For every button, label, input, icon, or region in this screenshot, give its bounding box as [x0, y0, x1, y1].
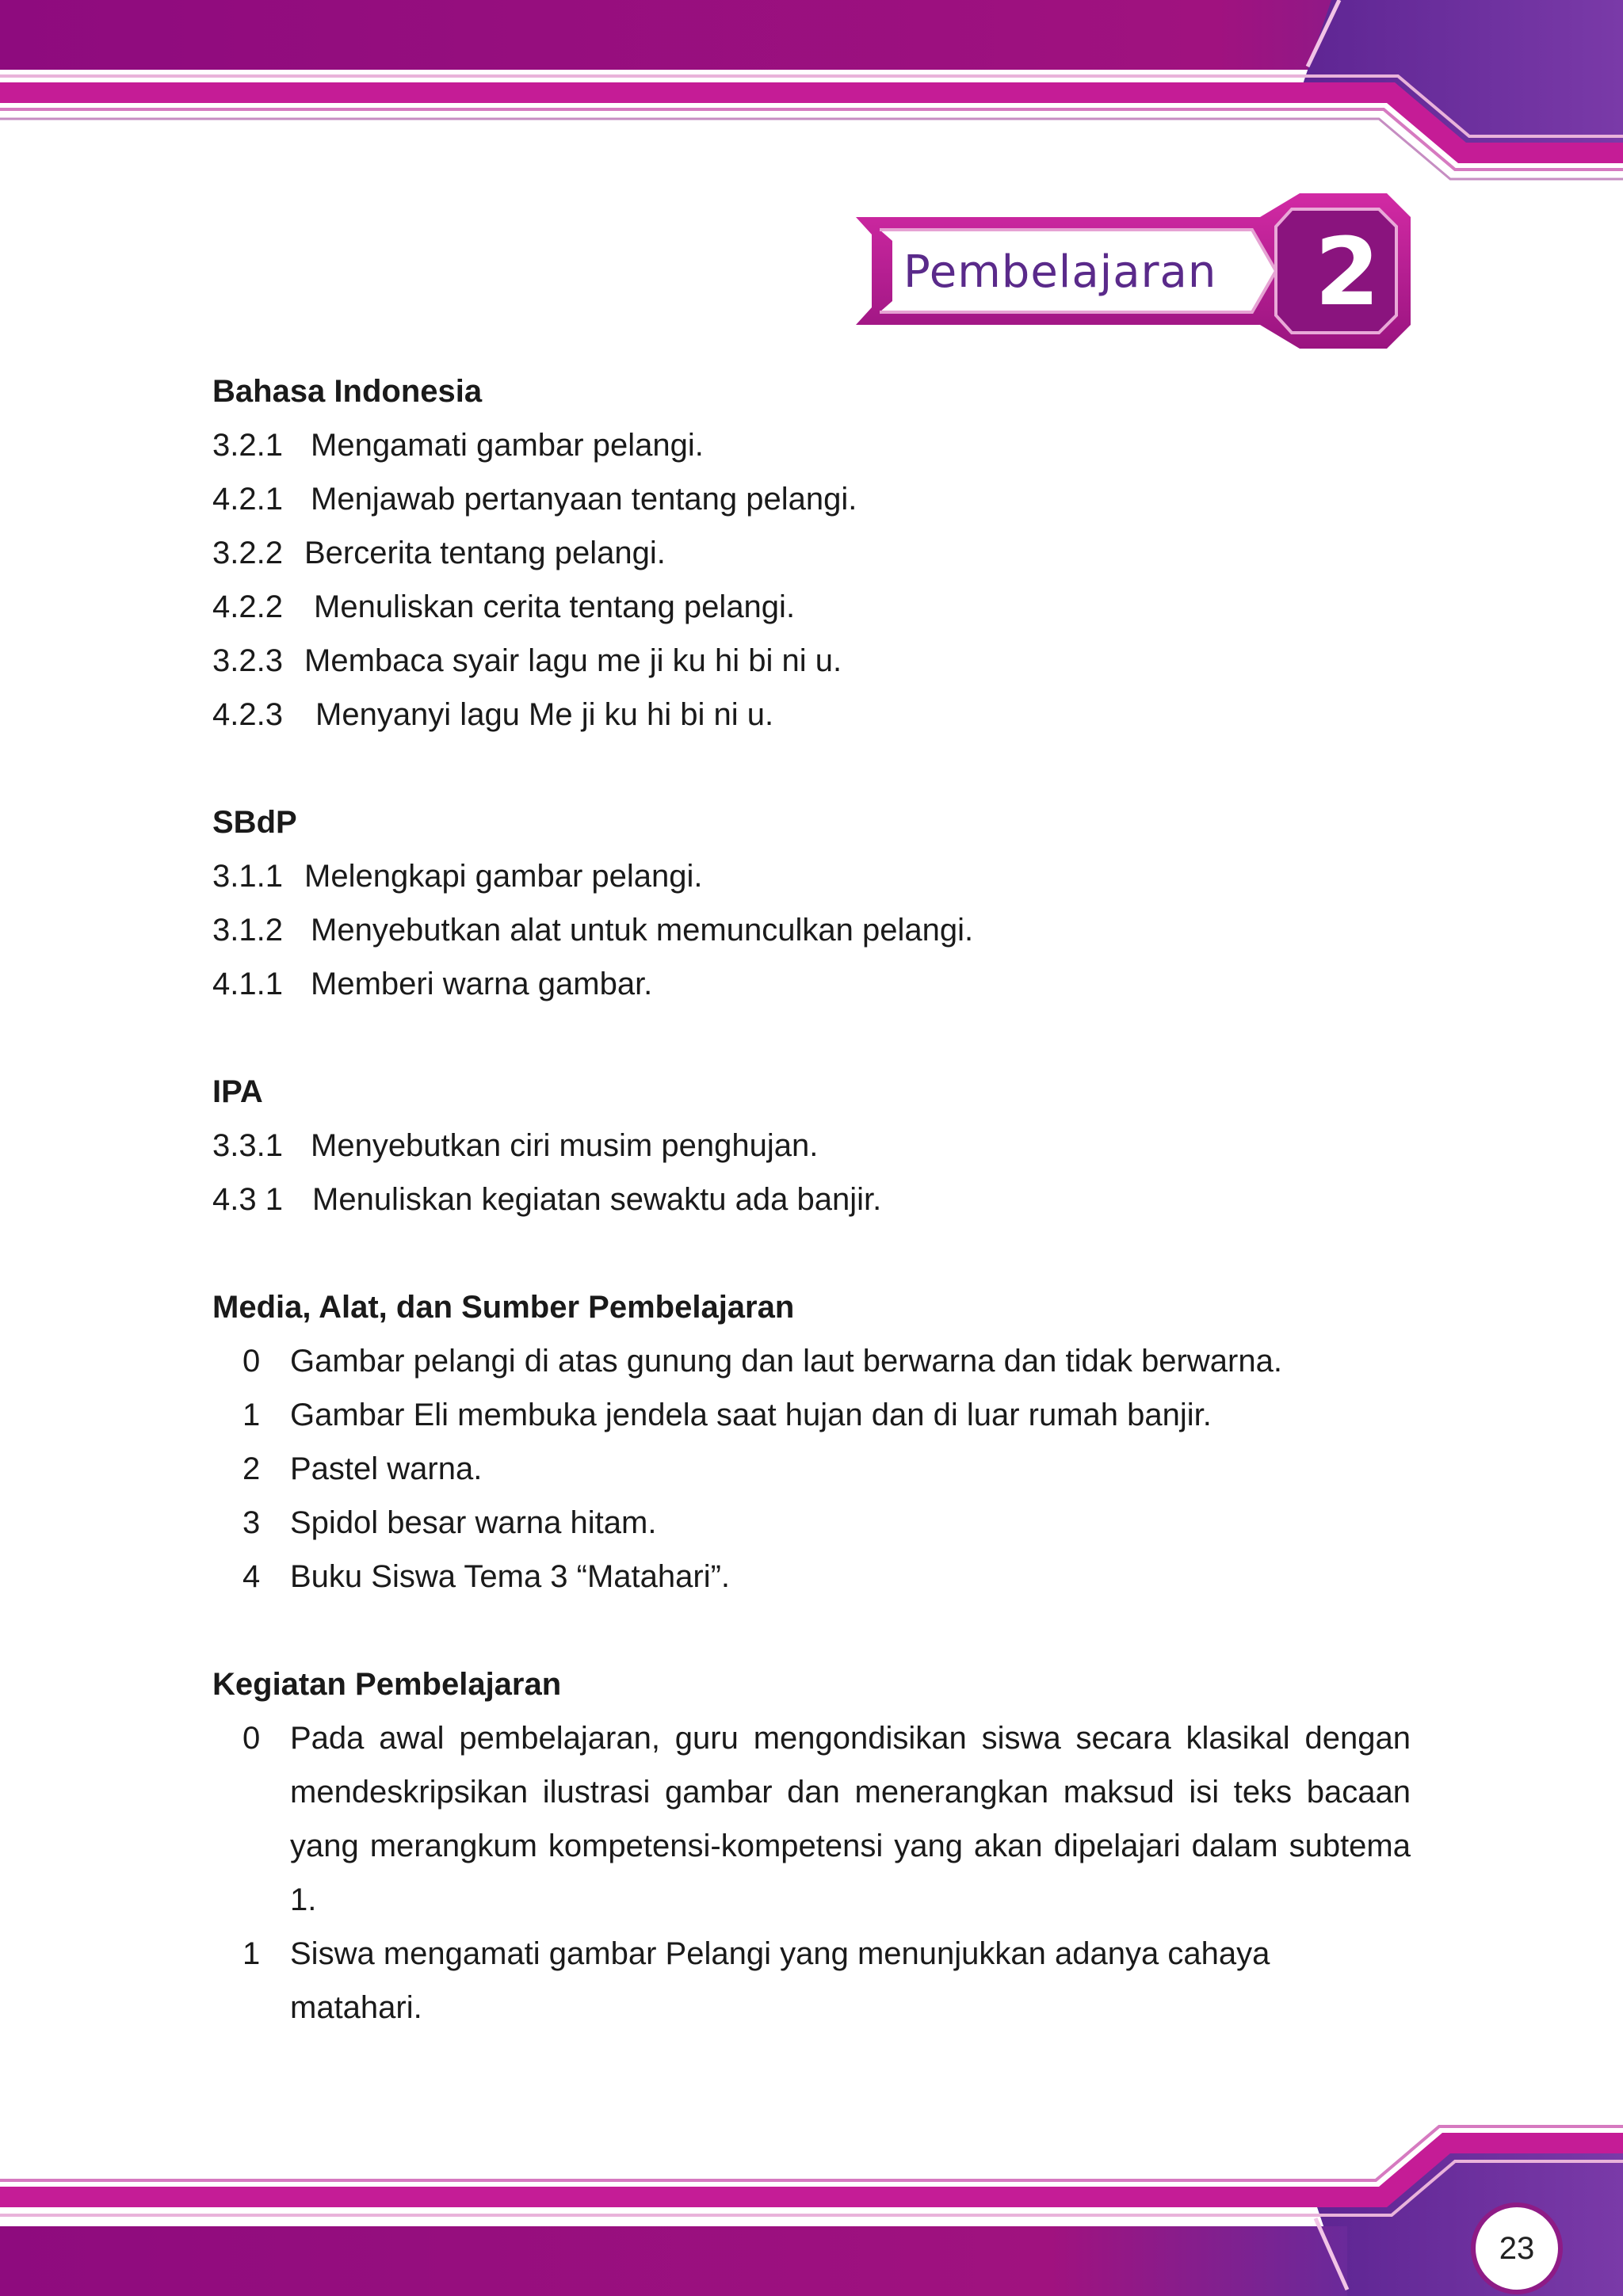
list-item [212, 1334, 1411, 1388]
item-number: 1 [242, 1398, 261, 1432]
section-bahasa-indonesia [212, 364, 1411, 742]
list-item [212, 418, 1411, 472]
item-number: 3 [242, 1505, 261, 1540]
section-ipa [212, 1065, 1411, 1226]
item-text: Menyanyi lagu Me ji ku hi bi ni u. [315, 697, 774, 732]
item-text: Menyebutkan ciri musim penghujan. [311, 1128, 819, 1163]
section-title: Bahasa Indonesia [212, 374, 483, 409]
item-text: Menyebutkan alat untuk memunculkan pelangi. [311, 913, 974, 948]
section-title: SBdP [212, 805, 297, 840]
item-number: 0 [242, 1721, 261, 1756]
list-item [212, 526, 1411, 580]
list-item [212, 1442, 1411, 1496]
item-text: Menuliskan cerita tentang pelangi. [314, 589, 796, 624]
item-text: Pada awal pembelajaran, guru mengondisikan siswa secara klasikal dengan mendeskripsikan ilustrasi gambar dan menerangkan maksud isi teks bacaan yang merangkum kompetensi-kompetensi yang akan dipelajari dalam subtema 1. [290, 1721, 1411, 1917]
item-text: Menjawab pertanyaan tentang pelangi. [311, 482, 857, 517]
item-number: 2 [242, 1451, 261, 1486]
badge-number: 2 [1314, 217, 1381, 326]
list-item [212, 634, 1411, 688]
item-code: 4.3 1 [212, 1182, 283, 1217]
list-item [212, 1711, 1411, 1927]
bottom-decorative-band [0, 2076, 1623, 2296]
item-text: Mengamati gambar pelangi. [311, 428, 704, 463]
section-sbdp [212, 795, 1411, 1011]
page-number-circle [1471, 2203, 1563, 2294]
badge-label: Pembelajaran [903, 246, 1217, 298]
item-code: 4.1.1 [212, 967, 283, 1001]
section-media [212, 1280, 1411, 1604]
item-number: 1 [242, 1936, 261, 1971]
item-code: 3.2.1 [212, 428, 283, 463]
item-code: 3.1.2 [212, 913, 283, 948]
list-item [212, 688, 1411, 742]
list-item [212, 903, 1411, 957]
list-item [212, 580, 1411, 634]
item-code: 4.2.2 [212, 589, 283, 624]
item-text: Pastel warna. [290, 1451, 483, 1486]
list-item [212, 1119, 1411, 1173]
item-text: Bercerita tentang pelangi. [304, 536, 666, 570]
item-code: 3.2.2 [212, 536, 283, 570]
item-number: 4 [242, 1559, 261, 1594]
list-item [212, 1173, 1411, 1226]
item-code: 3.2.3 [212, 643, 283, 678]
item-text: Gambar Eli membuka jendela saat hujan dan di luar rumah banjir. [290, 1398, 1212, 1432]
item-text: Membaca syair lagu me ji ku hi bi ni u. [304, 643, 842, 678]
list-item [212, 1550, 1411, 1604]
section-title: IPA [212, 1074, 263, 1109]
section-title: Kegiatan Pembelajaran [212, 1667, 562, 1702]
item-code: 3.1.1 [212, 859, 283, 894]
item-text: Buku Siswa Tema 3 “Matahari”. [290, 1559, 731, 1594]
main-content [212, 364, 1411, 2088]
item-text: Spidol besar warna hitam. [290, 1505, 657, 1540]
list-item [212, 472, 1411, 526]
list-item [212, 1388, 1411, 1442]
item-code: 4.2.1 [212, 482, 283, 517]
list-item [212, 957, 1411, 1011]
section-kegiatan [212, 1657, 1411, 2035]
item-text: Gambar pelangi di atas gunung dan laut berwarna dan tidak berwarna. [290, 1344, 1282, 1379]
item-text: Siswa mengamati gambar Pelangi yang menunjukkan adanya cahaya matahari. [290, 1936, 1270, 2025]
item-text: Melengkapi gambar pelangi. [304, 859, 703, 894]
top-decorative-band [0, 0, 1623, 206]
page-number: 23 [1499, 2231, 1535, 2266]
list-item [212, 1496, 1411, 1550]
item-text: Menuliskan kegiatan sewaktu ada banjir. [312, 1182, 882, 1217]
item-code: 4.2.3 [212, 697, 283, 732]
list-item [212, 849, 1411, 903]
lesson-badge [848, 190, 1419, 357]
item-code: 3.3.1 [212, 1128, 283, 1163]
section-title: Media, Alat, dan Sumber Pembelajaran [212, 1290, 795, 1325]
list-item [212, 1927, 1411, 2035]
item-text: Memberi warna gambar. [311, 967, 653, 1001]
item-number: 0 [242, 1344, 261, 1379]
